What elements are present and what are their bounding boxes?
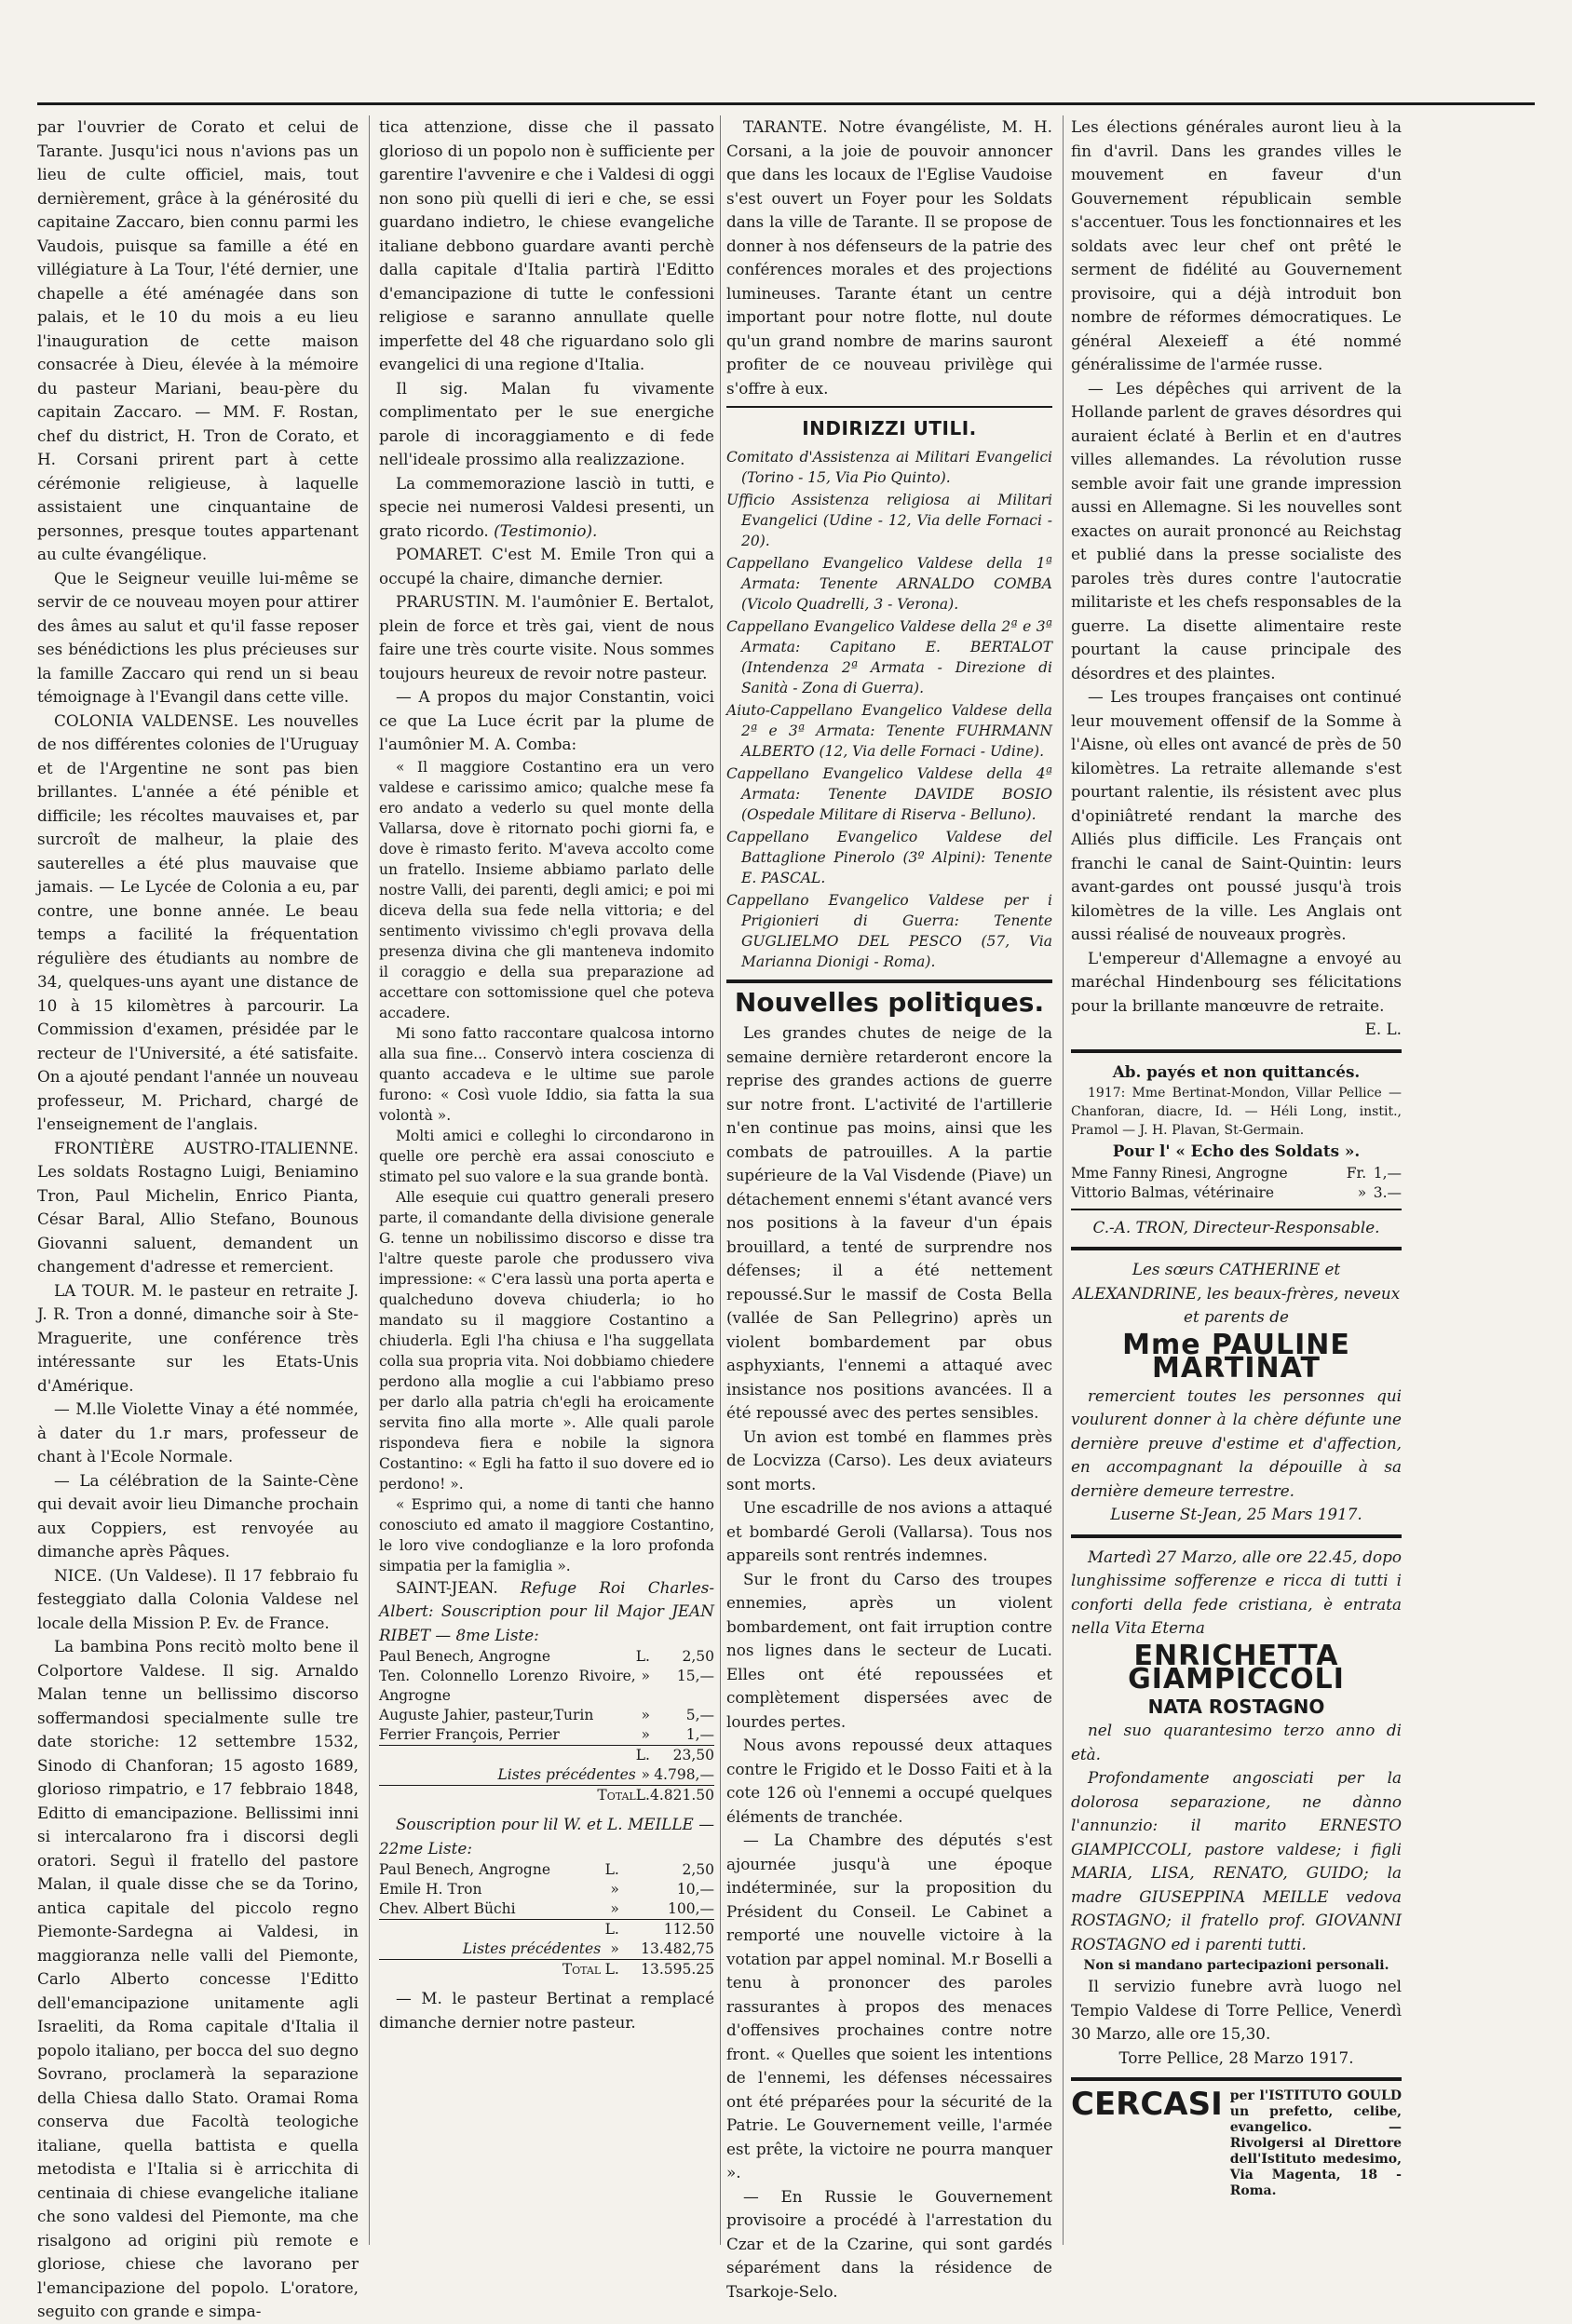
section-heading: POMARET. [396, 545, 483, 563]
amount: 13.595.25 [619, 1960, 714, 1980]
paragraph: Que le Seigneur veuille lui-même se servir de ce nouveau moyen pour attirer des âmes au salut et qu'il fasse reposer ses bénédictions les plus précieuses sur la famille Zaccaro qui rend un si beau témoignage à l'Evangil dans cette ville. [37, 568, 359, 706]
notice-date: Torre Pellice, 28 Marzo 1917. [1118, 2047, 1354, 2067]
list-item: Comitato d'Assistenza ai Militari Evangelici (Torino - 15, Via Pio Quinto). [726, 448, 1052, 486]
top-rule [37, 102, 1535, 105]
row-label: Listes précédentes [497, 1766, 636, 1783]
section-heading: TARANTE. [743, 117, 828, 136]
classified-ad [1071, 2088, 1402, 2199]
quote-paragraph: « Esprimo qui, a nome di tanti che hanno conosciuto ed amato il maggiore Costantino, le loro vive condoglianze e la loro profonda simpatia per la famiglia ». [379, 1495, 714, 1574]
column-2 [379, 115, 714, 2245]
echo-title: Pour l' « Echo des Soldats ». [1112, 1142, 1361, 1160]
paragraph: — Les dépêches qui arrivent de la Hollande parlent de graves désordres qui auraient éclaté à Berlin et en d'autres villes allemandes. La révolution russe semble avoir fait une grande impression aussi en Allemagne. Si les nouvelles sont exactes on aurait prononcé au Reichstag et publié dans la presse socialiste des paroles très dures contre l'autocratie militariste et les chefs responsables de la guerre. La disette alimentaire reste pourtant la cause principale des désordres et des plaintes. [1071, 378, 1402, 682]
currency: L. [604, 1861, 619, 1878]
currency: » [610, 1881, 619, 1898]
amount: 1,— [685, 1726, 714, 1743]
paragraph-text: (Un Valdese). Il 17 febbraio fu festeggiato dalla Colonia Valdese nel locale della Mission P. Ev. de France. [37, 1565, 359, 1632]
amount: 5,— [685, 1707, 714, 1723]
paragraph: — M. le pasteur Bertinat a remplacé dimanche dernier notre pasteur. [379, 1989, 714, 2032]
divider [726, 980, 1052, 983]
list-item: Ufficio Assistenza religiosa ai Militari Evangelici (Udine - 12, Via delle Fornaci - 20). [726, 491, 1052, 549]
notice-name: ENRICHETTA GIAMPICCOLI [1128, 1639, 1345, 1696]
list-item: Cappellano Evangelico Valdese della 4ª Armata: Tenente DAVIDE BOSIO (Ospedale Militare di Riserva - Belluno). [726, 764, 1052, 823]
paragraph: L'empereur d'Allemagne a envoyé au maréchal Hindenbourg ses félicitations pour la brillante manœuvre de retraite. [1071, 948, 1402, 1015]
row-label: Total [379, 1786, 636, 1806]
addresses-list [726, 447, 1052, 972]
currency: L. [601, 1920, 619, 1940]
divider [1071, 1049, 1402, 1053]
divider [1071, 1534, 1402, 1538]
director-line: C.-A. TRON, Directeur-Responsable. [1092, 1217, 1380, 1236]
paragraph-text: La commemorazione lasciò in tutti, e specie nei numerosi Valdesi presenti, un grato ricordo. [379, 473, 714, 540]
paragraph-text: M. l'aumônier E. Bertalot, plein de force et très gai, vient de nous faire une très courte visite. Nous sommes toujours heureux de revoir notre pasteur. [379, 592, 714, 682]
column-1 [37, 115, 359, 2320]
amount: 100,— [667, 1900, 714, 1917]
total-row [379, 1786, 714, 1806]
list-item: Aiuto-Cappellano Evangelico Valdese della 2ª e 3ª Armata: Tenente FUHRMANN ALBERTO (12, Via delle Fornaci - Udine). [726, 701, 1052, 760]
notice-intro: Martedì 27 Marzo, alle ore 22.45, dopo lunghissime sofferenze e ricca di tutti i conforti della fede cristiana, è entrata nella Vita Eterna [1071, 1547, 1402, 1637]
quote-paragraph: Mi sono fatto raccontare qualcosa intorno alla sua fine... Conservò intera coscienza di quanto accadeva e le ultime sue parole furono: « Così vuole Iddio, sia fatta la sua volontà ». [379, 1024, 714, 1124]
classified-text: per l'ISTITUTO GOULD un prefetto, celibe, evangelico. — Rivolgersi al Direttore dell'Istituto medesimo, Via Magenta, 18 - Roma. [1229, 2088, 1402, 2198]
currency: L. [635, 1787, 650, 1804]
amount: 3.— [1373, 1183, 1402, 1201]
subscription-intro: Refuge Roi Charles-Albert: Souscription pour lil Major JEAN RIBET — 8me Liste: [379, 1577, 714, 1644]
notice-text: remercient toutes les personnes qui voulurent donner à la chère défunte une dernière preuve d'estime et d'affection, en accompagnant la dépouille à sa dernière demeure terrestre. [1071, 1385, 1402, 1500]
subscription-intro: Souscription pour lil W. et L. MEILLE — 22me Liste: [379, 1815, 714, 1858]
subtotal-row [379, 1746, 714, 1766]
amount: 112.50 [619, 1920, 714, 1940]
row-label: Listes précédentes [462, 1940, 602, 1957]
currency: » [641, 1726, 650, 1743]
paragraph: — Les troupes françaises ont continué leur mouvement offensif de la Somme à l'Aisne, où elles ont avancé de près de 50 kilomètres. La retraite allemande s'est pourtant ralentie, ils résistent avec plus d'opiniâtreté rendant la marche des Alliés plus difficile. Les Français ont franchi le canal de Saint-Quintin: leurs avant-gardes ont poussé jusqu'à trois kilomètres de la ville. Les Anglais ont aussi réalisé de nouveaux progrès. [1071, 687, 1402, 943]
paragraph: Les grandes chutes de neige de la semaine dernière retarderont encore la reprise des grandes actions de guerre sur notre front. L'activité de l'artillerie n'en continue pas moins, ainsi que les combats de patrouilles. A la partie supérieure de la Val Visdende (Piave) un détachement ennemi s'étant avancé vers nos positions à la faveur d'un épais brouillard, a tenté de surprendre nos défenses; il a été nettement repoussé.Sur le massif de Costa Bella (vallée de San Pellegrino) après un violent bombardement par obus asphyxiants, l'ennemi a attaqué avec insistance nos positions avancées. Il a été repoussé avec des pertes sensibles. [726, 1023, 1052, 1422]
table-row [379, 1647, 714, 1667]
amount: 1,— [1373, 1164, 1402, 1182]
paragraph [37, 1137, 359, 1279]
quotation [379, 757, 714, 1576]
currency: L. [635, 1648, 650, 1665]
subscriptions-title: Ab. payés et non quittancés. [1112, 1061, 1361, 1081]
politics-title: Nouvelles politiques. [734, 986, 1045, 1018]
paragraph-text: Les nouvelles de nos différentes colonies de l'Uruguay et de l'Argentine ne sont pas bien brillantes. L'année a été pénible et difficile; les récoltes mauvaises et, par surcroît de malheur, la plaie des sauterelles a été plus mauvaise que jamais. — Le Lycée de Colonia a eu, par contre, une bonne année. Le beau temps a facilité la fréquentation régulière des étudiants au nombre de 34, quelques-uns ayant une distance de 10 à 15 kilomètres à parcourir. La Commission d'examen, présidée par le recteur de l'Université, a été satisfaite. On a ajouté pendant l'année un nouveau professeur, M. Prichard, chargé de l'enseignement de l'anglais. [37, 710, 359, 1133]
table-row [1071, 1183, 1402, 1203]
table-row [379, 1725, 714, 1746]
paragraph [379, 590, 714, 685]
table-row [1071, 1164, 1402, 1183]
list-item: Cappellano Evangelico Valdese del Battaglione Pinerolo (3º Alpini): Tenente E. PASCAL. [726, 828, 1052, 886]
paragraph: — La Chambre des députés s'est ajournée jusqu'à une époque indéterminée, sur la proposition du Président du Conseil. Le Cabinet a remporté une nouvelle victoire à la votation par appel nominal. M.r Boselli a tenu à prononcer des paroles rassurantes à propos des menaces d'offensives prochaines contre notre front. « Quelles que soient les intentions de l'ennemi, les défenses nécessaires ont été préparées pour la sécurité de la Patrie. Le Gouvernement veille, l'armée est prête, la victoire ne pourra manquer ». [726, 1831, 1052, 2182]
amount: 4.798,— [654, 1766, 714, 1783]
table-row [379, 1860, 714, 1880]
amount: 2,50 [682, 1861, 714, 1878]
donor-name: Vittorio Balmas, vétérinaire [1071, 1183, 1275, 1201]
paragraph: — A propos du major Constantin, voici ce que La Luce écrit par la plume de l'aumônier M. A. Comba: [379, 687, 714, 753]
paragraph: Nous avons repoussé deux attaques contre le Frigido et le Dosso Faiti et à la cote 126 où l'ennemi a occupé quelques éléments de tranchée. [726, 1736, 1052, 1826]
divider [1071, 1209, 1402, 1210]
paragraph: Sur le front du Carso des troupes ennemies, après un violent bombardement, ont fait irruption contre nos lignes dans le secteur de Lucati. Elles ont été repoussées et complètement dispersées avec de lourdes pertes. [726, 1569, 1052, 1731]
paragraph [37, 1279, 359, 1398]
table-row [379, 1706, 714, 1725]
paragraph: par l'ouvrier de Corato et celui de Tarante. Jusqu'ici nous n'avions pas un lieu de culte officiel, mais, tout dernièrement, grâce à la générosité du capitaine Zaccaro, bien connu parmi les Vaudois, puisque sa famille a été en villégiature à La Tour, l'été dernier, une chapelle a été aménagée dans son palais, et le 10 du mois a eu lieu l'inauguration de cette maison consacrée à Dieu, élevée à la mémoire du pasteur Mariani, beau-père du capitain Zaccaro. — MM. F. Rostan, chef du district, H. Tron de Corato, et H. Corsani prirent part à cette cérémonie religieuse, à laquelle assistaient une cinquantaine de personnes, presque toutes appartenant au culte évangélique. [37, 117, 359, 563]
notice-date: Luserne St-Jean, 25 Mars 1917. [1110, 1505, 1362, 1523]
notice-intro: Les sœurs CATHERINE et ALEXANDRINE, les beaux-frères, neveux et parents de [1072, 1260, 1401, 1326]
section-heading: LA TOUR. [54, 1280, 136, 1300]
amount: 23,50 [650, 1746, 714, 1766]
paragraph [37, 709, 359, 1137]
notice-subname: NATA ROSTAGNO [1147, 1695, 1325, 1718]
donor-name: Ten. Colonnello Lorenzo Rivoire, Angrogne [379, 1668, 636, 1704]
classified-heading: CERCASI [1071, 2086, 1223, 2123]
paragraph-text: Notre évangéliste, M. H. Corsani, a la joie de pouvoir annoncer que dans les locaux de l'Eglise Vaudoise s'est ouvert un Foyer pour les Soldats dans la ville de Tarante. Il se propose de donner à nos défenseurs de la patrie des conférences morales et des projections lumineuses. Tarante étant un centre important pour notre flotte, nul doute qu'un grand nombre de marins sauront profiter de ce nouveau privilège qui s'offre à eux. [726, 117, 1052, 398]
subtotal-row [379, 1920, 714, 1940]
divider [726, 406, 1052, 408]
donor-name: Auguste Jahier, pasteur,Turin [379, 1707, 594, 1723]
paragraph: — En Russie le Gouvernement provisoire a procédé à l'arrestation du Czar et de la Czarine, qui sont gardés séparément dans la résidence de Tsarkoje-Selo. [726, 2186, 1052, 2301]
list-item: Cappellano Evangelico Valdese per i Prigionieri di Guerra: Tenente GUGLIELMO DEL PESCO (57, Via Marianna Dionigi - Roma). [726, 891, 1052, 970]
previous-row [379, 1939, 714, 1960]
notice-note: Non si mandano partecipazioni personali. [1083, 1958, 1389, 1973]
notice-text: Profondamente angosciati per la dolorosa separazione, ne dànno l'annunzio: il marito ERNESTO GIAMPICCOLI, pastore valdese; i figli MARIA, LISA, RENATO, GUIDO; la madre GIUSEPPINA MEILLE vedova ROSTAGNO; il fratello prof. GIOVANNI ROSTAGNO ed i parenti tutti. [1071, 1768, 1402, 1953]
table-row [379, 1880, 714, 1899]
list-item: Cappellano Evangelico Valdese della 1ª Armata: Tenente ARNALDO COMBA (Vicolo Quadrelli, 3 - Verona). [726, 554, 1052, 613]
donor-name: Emile H. Tron [379, 1881, 482, 1898]
subscription-table [379, 1860, 714, 1979]
signature: (Testimonio). [494, 520, 598, 540]
paragraph [379, 1576, 714, 1648]
currency: Fr. [1346, 1164, 1367, 1182]
quote-paragraph: « Il maggiore Costantino era un vero valdese e carissimo amico; qualche mese fa ero andato a vederlo su quel monte della Vallarsa, dove è ritornato pochi giorni fa, e dove è rimasto ferito. M'aveva accolto come un fratello. Insieme abbiamo parlato delle nostre Valli, dei parenti, degli amici; e poi mi diceva della sua fede nella vittoria; e del sentimento vivissimo ch'egli provava della presenza divina che gli manteneva indomito il coraggio e della sua preparazione ad accettare con sottomissione quel che poteva accadere. [379, 758, 714, 1021]
paragraph: Une escadrille de nos avions a attaqué et bombardé Geroli (Vallarsa). Tous nos appareils sont rentrés indemnes. [726, 1498, 1052, 1564]
paragraph: Un avion est tombé en flammes près de Locvizza (Carso). Les deux aviateurs sont morts. [726, 1426, 1052, 1493]
currency: L. [635, 1747, 650, 1763]
paragraph: 1917: Mme Bertinat-Mondon, Villar Pellice — Chanforan, diacre, Id. — Héli Long, instit., Pramol — J. H. Plavan, St-Germain. [1071, 1086, 1402, 1138]
previous-row [379, 1765, 714, 1786]
paragraph [379, 543, 714, 590]
paragraph-text: Les soldats Rostagno Luigi, Beniamino Tron, Paul Michelin, Enrico Pianta, César Baral, Allio Stefano, Bounous Giovanni saluent, demandent un changement d'adresse et remercient. [37, 1162, 359, 1276]
donor-name: Mme Fanny Rinesi, Angrogne [1071, 1164, 1288, 1182]
paragraph-text: C'est M. Emile Tron qui a occupé la chaire, dimanche dernier. [379, 545, 714, 588]
amount: 10,— [676, 1881, 714, 1898]
paragraph-text: M. le pasteur en retraite J. J. R. Tron a donné, dimanche soir à Ste-Mraguerite, une conférence très intéressante sur les Etats-Unis d'Amérique. [37, 1280, 359, 1395]
amount: 4.821.50 [649, 1787, 714, 1804]
paragraph: — M.lle Violette Vinay a été nommée, à dater du 1.r mars, professeur de chant à l'Ecole Normale. [37, 1399, 359, 1466]
notice-funeral: Il servizio funebre avrà luogo nel Tempio Valdese di Torre Pellice, Venerdì 30 Marzo, alle ore 15,30. [1071, 1977, 1402, 2043]
notice-name: Mme PAULINE MARTINAT [1122, 1328, 1350, 1385]
paragraph: Il sig. Malan fu vivamente complimentato per le sue energiche parole di incoraggiamento e di fede nell'ideale prossimo alla realizzazione. [379, 378, 714, 468]
echo-table [1071, 1164, 1402, 1203]
amount: 15,— [676, 1668, 714, 1684]
paragraph: tica attenzione, disse che il passato glorioso di un popolo non è sufficiente per garentire l'avvenire e che i Valdesi di oggi non sono più quelli di ieri e che, se essi guardano indietro, le chiese evangeliche italiane debbono guardare avanti perchè dalla capitale d'Italia partirà l'Editto d'emancipazione di tutte le confessioni religiose e saranno annullate quelle imperfette del 48 che riguardano solo gli evangelici di una regione d'Italia. [379, 117, 714, 373]
column-3 [726, 115, 1052, 2301]
amount: 13.482,75 [641, 1940, 714, 1957]
quote-paragraph: Molti amici e colleghi lo circondarono in quelle ore perchè era assai conosciuto e stimato pel suo valore e la sua grande bontà. [379, 1127, 714, 1185]
currency: » [1357, 1183, 1367, 1201]
section-heading: COLONIA VALDENSE. [54, 710, 239, 730]
donor-name: Chev. Albert Büchi [379, 1900, 516, 1917]
total-row [379, 1960, 714, 1980]
divider [1071, 2077, 1402, 2081]
donor-name: Paul Benech, Angrogne [379, 1861, 550, 1878]
section-heading: FRONTIÈRE AUSTRO-ITALIENNE. [54, 1138, 359, 1157]
currency: » [641, 1766, 650, 1783]
paragraph: La bambina Pons recitò molto bene il Colportore Valdese. Il sig. Arnaldo Malan tenne un bellissimo discorso soffermandosi specialmente sulle tre date storiche: 12 settembre 1532, Sinodo di Chanforan; 15 agosto 1689, glorioso rimpatrio, e 17 febbraio 1848, Editto di emancipazione. Bellissimi inni si intercalarono fra i discorsi degli oratori. Seguì il fratello del pastore Malan, il quale disse che se da Torino, antica capitale del piccolo regno Piemonte-Sardegna ai Valdesi, in maggioranza nelle valli del Piemonte, Carlo Alberto concesse l'Editto dell'emancipazione unitamente agli Israeliti, da Roma capitale d'Italia il popolo italiano, per bocca del suo degno Sovrano, proclamerà la separazione della Chiesa dallo Stato. Oramai Roma conserva due Facoltà teologiche italiane, quella battista e quella metodista e l'Italia si è arricchita di centinaia di chiese evangeliche italiane che sono valdesi del Piemonte, ma che risalgono ad origini più remote e gloriose, chiese che lavorano per l'emancipazione del popolo. L'oratore, seguito con grande e simpa- [37, 1637, 359, 2320]
paragraph: — La célébration de la Sainte-Cène qui devait avoir lieu Dimanche prochain aux Coppiers, est renvoyée au dimanche après Pâques. [37, 1470, 359, 1561]
table-row [379, 1667, 714, 1706]
signature: E. L. [1364, 1020, 1402, 1038]
column-4 [1071, 115, 1402, 2245]
column-separator [720, 115, 721, 2245]
currency: » [641, 1707, 650, 1723]
column-separator [1063, 115, 1064, 2245]
paragraph: Les élections générales auront lieu à la fin d'avril. Dans les grandes villes le mouvement en faveur d'un Gouvernement républicain semble s'accentuer. Tous les fonctionnaires et les soldats avec leur chef ont prêté le serment de fidélité au Gouvernement provisoire, qui a déjà introduit bon nombre de réformes démocratiques. Le général Alexeieff a été nommé généralissime de l'armée russe. [1071, 117, 1402, 373]
notice-age: nel suo quarantesimo terzo anno di età. [1071, 1721, 1402, 1763]
column-separator [369, 115, 370, 2245]
section-heading: SAINT-JEAN. [396, 1577, 498, 1597]
paragraph [37, 1564, 359, 1636]
currency: L. [601, 1960, 619, 1980]
divider [1071, 1247, 1402, 1250]
donor-name: Ferrier François, Perrier [379, 1726, 560, 1743]
quote-paragraph: Alle esequie cui quattro generali presero parte, il comandante della divisione generale G. tenne un nobilissimo discorso e disse tra l'altre queste parole che produssero viva impressione: « C'era lassù una porta aperta e qualcheduno doveva chiuderla; io ho mandato su il maggiore Costantino a chiuderla. Egli l'ha chiusa e l'ha suggellata colla sua propria vita. Noi dobbiamo chiedere perdono alla moglie a cui l'abbiamo preso per darlo alla patria ch'egli ha eroicamente servita fino alla morte ». Alle quali parole rispondeva fiera e nobile la signora Costantino: « Egli ha fatto il suo dovere ed io perdono! ». [379, 1188, 714, 1493]
addresses-title: INDIRIZZI UTILI. [802, 417, 977, 439]
currency: » [641, 1668, 650, 1684]
amount: 2,50 [682, 1648, 714, 1665]
row-label: Total [379, 1960, 601, 1980]
section-heading: PRARUSTIN. [396, 592, 500, 611]
currency: » [610, 1940, 619, 1957]
currency: » [610, 1900, 619, 1917]
list-item: Cappellano Evangelico Valdese della 2ª e 3ª Armata: Capitano E. BERTALOT (Intendenza 2ª Armata - Direzione di Sanità - Zona di Guerra). [726, 617, 1052, 696]
paragraph [379, 472, 714, 544]
donor-name: Paul Benech, Angrogne [379, 1648, 550, 1665]
paragraph [726, 115, 1052, 400]
table-row [379, 1899, 714, 1920]
section-heading: NICE. [54, 1565, 102, 1585]
subscription-table [379, 1647, 714, 1805]
